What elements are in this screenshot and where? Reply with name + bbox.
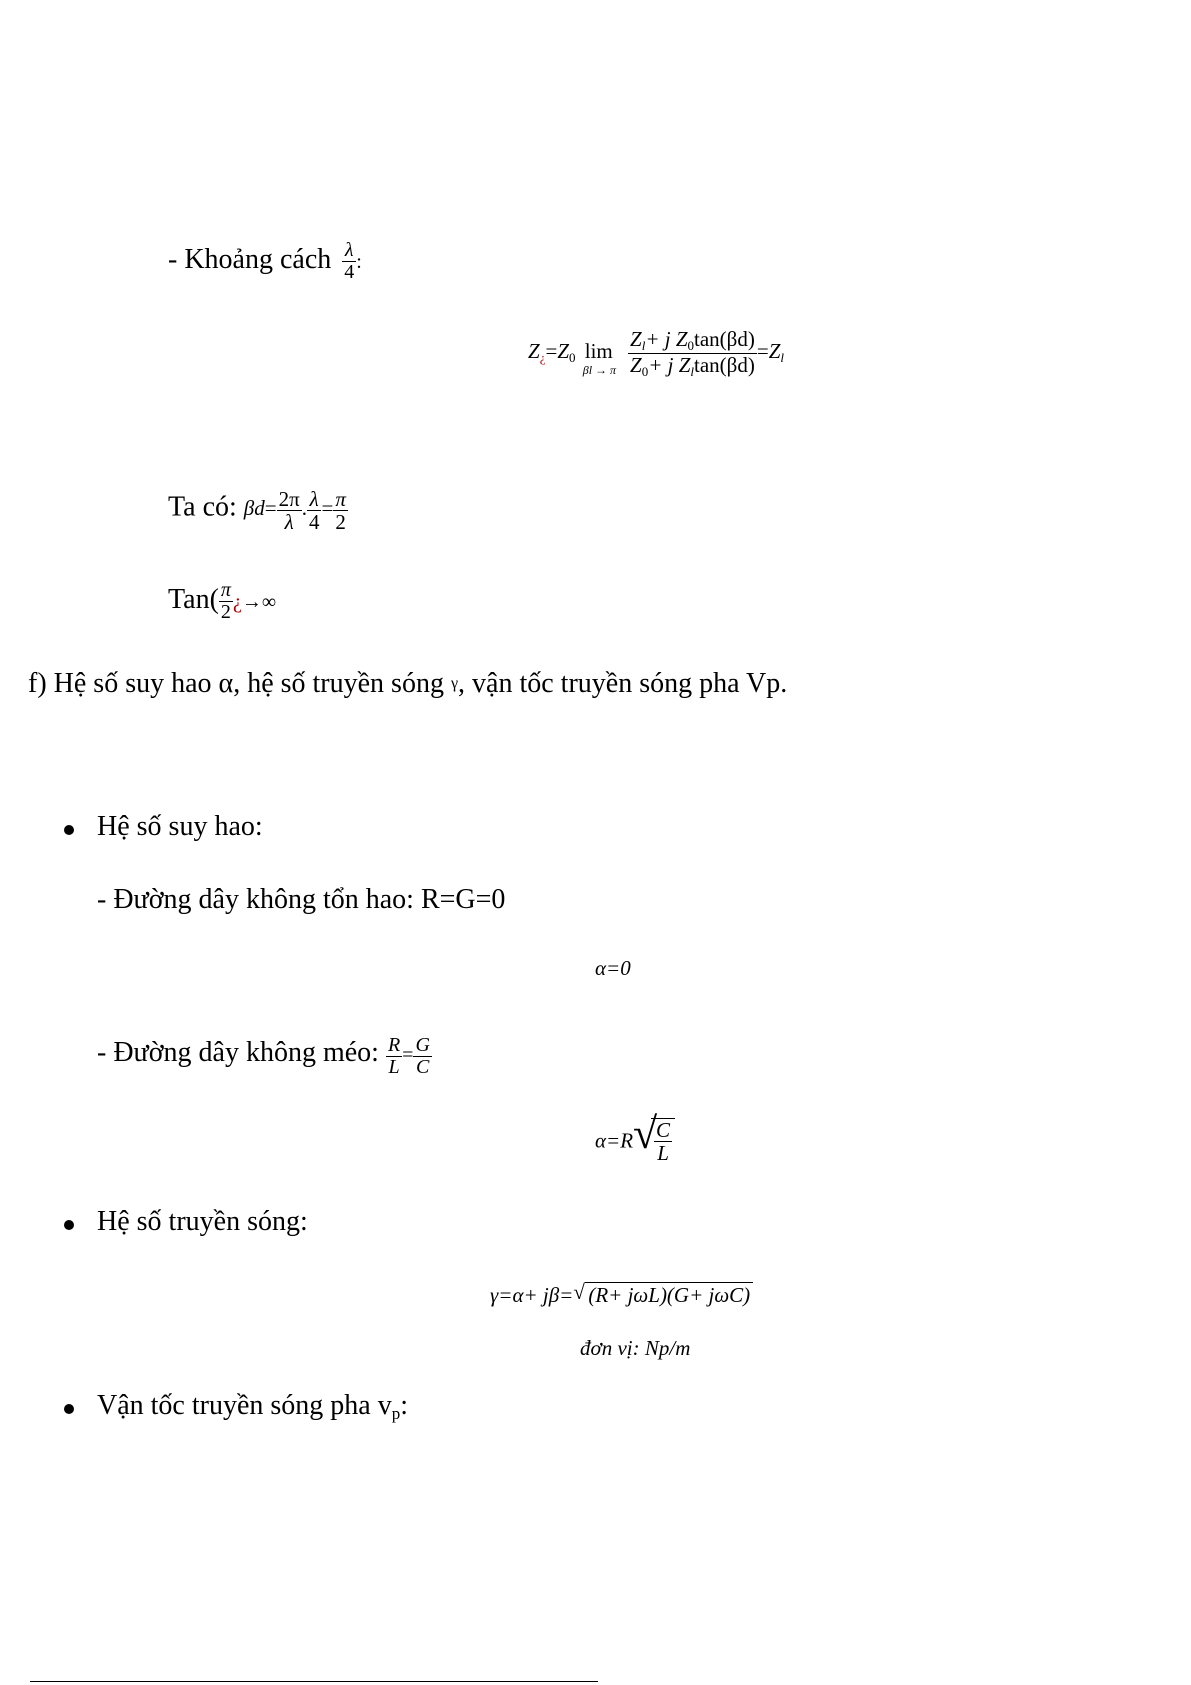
l-den: L [388,1056,400,1078]
ta-co-line [168,488,348,533]
equals-2: = [756,338,769,363]
z0-symbol-num: Z [675,327,688,351]
r-num: R [387,1034,401,1056]
footnote-separator [30,1681,598,1682]
equals-4: = [321,496,334,521]
beta-d-equation [243,487,348,535]
phase-velocity-label: Vận tốc truyền sóng pha v [97,1390,392,1421]
lambda-den: λ [284,510,294,535]
tan-two: 2 [220,601,231,623]
arrow-infinity: →∞ [241,590,277,613]
zl-symbol-den: Z [678,352,691,377]
radical-sign: √ [573,1280,585,1304]
tan-pi: π [220,579,231,601]
phase-velocity-colon: : [400,1390,408,1421]
propagation-label: Hệ số truyền sóng: [97,1206,308,1237]
z0-symbol: Z [557,338,569,363]
l-den-2: L [657,1141,669,1166]
equals-5: = [402,1044,414,1067]
four-den: 4 [308,510,320,535]
zl-symbol: Z [630,327,642,351]
lossless-label: - Đường dây không tổn hao: R=G=0 [97,884,506,915]
g-num: G [415,1034,430,1056]
pi-over-2 [333,488,348,533]
plus-j-den: + j [648,352,674,377]
sqrt-propagation [573,1282,753,1308]
zin-fraction [628,328,757,378]
lambda-num: λ [307,488,322,511]
zin-numerator [628,328,757,354]
plus-j: + j [645,327,671,351]
two-pi-over-lambda [277,488,302,533]
distortionless-line [97,1035,432,1078]
two-pi: 2π [278,487,300,511]
alpha-r: α=R [595,1128,634,1153]
zl-subscript-den: l [690,363,695,379]
lim-text: lim [584,338,613,363]
attenuation-label: Hệ số suy hao: [97,811,263,842]
bullet-dot [64,1404,74,1414]
zl-subscript: l [641,338,646,353]
tan-beta-d-den: tan(βd) [694,352,755,377]
zl-result-subscript: l [780,349,785,365]
z0-subscript-num: 0 [687,338,695,353]
g-over-c [413,1035,431,1078]
c-den: C [416,1056,430,1078]
distance-line [168,240,362,283]
tan-line [168,580,276,623]
bullet-dot [64,825,74,835]
heading-rest: , vận tốc truyền sóng pha Vp. [458,668,788,699]
lambda-over-4 [307,488,322,533]
tan-beta-d: tan(βd) [694,327,755,351]
zin-denominator [628,354,757,379]
z0-subscript: 0 [569,349,576,365]
z0-symbol-den: Z [630,352,642,377]
gamma-small: γ [450,675,459,692]
c-num: C [656,1118,671,1142]
heading-text: f) Hệ số suy hao α, hệ số truyền sóng [28,668,444,699]
lossless-equation: α=0 [595,956,631,980]
unit-text: đơn vị: Np/m [580,1336,691,1360]
colon: : [356,250,362,273]
section-f-heading [28,668,787,700]
rl-gc-equation [386,1034,432,1078]
gamma-eq-left: γ=α+ jβ= [490,1283,574,1307]
frac-num: λ [342,240,356,262]
phase-velocity-line [97,1390,408,1424]
equals: = [545,338,558,363]
tan-pi-over-2 [219,580,233,623]
equals-3: = [264,496,277,521]
two-den: 2 [335,510,346,535]
r-over-l [386,1035,402,1078]
tan-red-symbol: ¿ [232,590,242,613]
sqrt-c-over-l [633,1109,675,1166]
lambda-over-4-fraction [342,240,356,283]
z0-subscript-den: 0 [641,363,649,379]
propagation-equation [490,1282,753,1308]
phase-velocity-sub: p [391,1404,401,1423]
zin-formula [528,328,784,378]
ta-co-label: Ta có: [168,491,237,523]
radicand: (R+ jωL)(G+ jωC) [585,1282,753,1308]
frac-den: 4 [344,261,355,283]
beta-d: βd [243,496,265,521]
distortionless-label: - Đường dây không méo: [97,1037,379,1069]
zl-result: Z [768,338,781,363]
distance-prefix: - Khoảng cách [168,243,332,275]
radical-sign: √ [633,1109,658,1158]
lim-subscript: βl → π [582,362,617,377]
bullet-dot [64,1220,74,1230]
limit [582,338,617,377]
dot: . [301,496,307,521]
tan-label: Tan( [168,583,219,615]
zin-red-subscript: ¿ [539,349,546,365]
pi-num: π [335,487,346,511]
zin-symbol: Z [528,338,540,363]
distortionless-alpha [595,1109,675,1166]
